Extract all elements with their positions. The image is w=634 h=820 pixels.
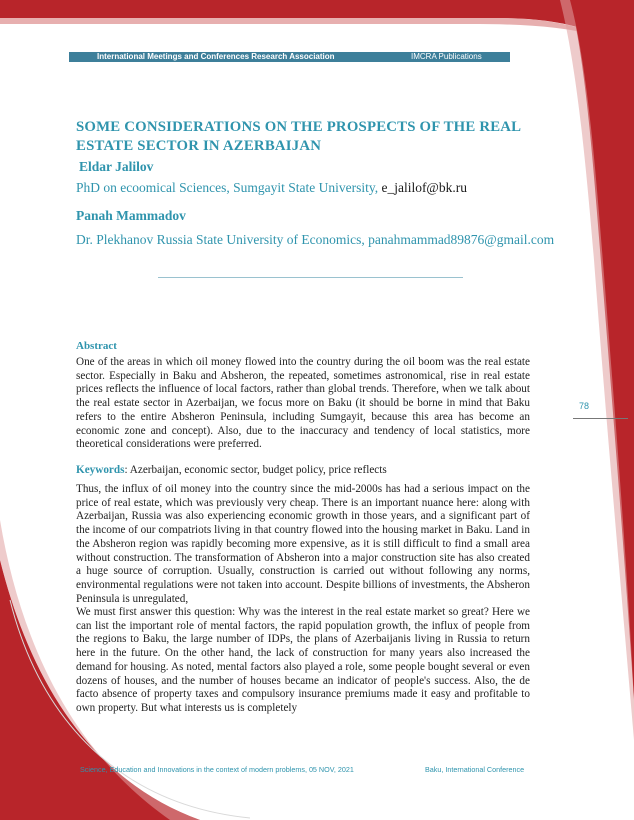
author-name-2: Panah Mammadov [76, 208, 186, 223]
header-association-name: International Meetings and Conferences Research Association [97, 52, 335, 61]
author-email-1[interactable]: e_jalilof@bk.ru [381, 180, 467, 195]
keywords-line [76, 464, 546, 476]
body-paragraph-2: We must first answer this question: Why was the interest in the real estate market so great? Here we can list the important role of mental factors, the rapid population growth, the influx of people from the regions to Baku, the large number of IDPs, the plans of Azerbaijanis living in Russia to return here in the future. On the other hand, the lack of construction for many years also increased the demand for housing. As noted, mental factors also played a role, some people bought several or even dozens of houses, and the number of houses became an indicator of people's success. Also, the de facto absence of property taxes and compulsory insurance premiums made it easy and profitable to own property. But what interests us is completely [76, 606, 530, 714]
page-number-rule [573, 418, 628, 419]
author-name-1: Eldar Jalilov [79, 159, 154, 174]
keywords-text: : Azerbaijan, economic sector, budget policy, price reflects [124, 464, 387, 476]
footer-conference: Science, Education and Innovations in the context of modern problems, 05 NOV, 2021 [80, 765, 354, 774]
abstract-heading: Abstract [76, 340, 117, 352]
author-affiliation-2: Dr. Plekhanov Russia State University of Economics, panahmammad89876@gmail.com [76, 232, 555, 247]
keywords-label: Keywords [76, 464, 125, 476]
footer-location: Baku, International Conference [425, 765, 525, 774]
abstract-text: One of the areas in which oil money flowed into the country during the oil boom was the real estate sector. Especially in Baku and Absheron, the repeated, sometimes astronomical, rise in real estate prices reflects the influence of local factors, rather than global trends. Therefore, when we talk about the real estate sector in Azerbaijan, we focus more on Baku (it should be borne in mind that Baku refers to the entire Absheron Peninsula, including Sumgayit, because this area has become an economic zone and concept). Also, due to the inaccuracy and tendency of local statistics, more theoretical considerations were preferred. [76, 356, 530, 451]
paper-title: SOME CONSIDERATIONS ON THE PROSPECTS OF THE REAL ESTATE SECTOR IN AZERBAIJAN [76, 119, 521, 154]
journal-header-bar [69, 52, 510, 62]
author-affiliation-1 [76, 180, 467, 196]
body-paragraph-1: Thus, the influx of oil money into the country since the mid-2000s has had a serious impact on the price of real estate, which was previously very cheap. There is an important nuance here: along with Azerbaijan, Russia was also experiencing economic growth in those years, and a significant part of the income of our compatriots living in that country flowed into the housing market in Baku. Land in the Absheron region was rapidly becoming more expensive, as it is still difficult to find a small area without construction. The transformation of Absheron into a major construction site has also created a huge source of corruption. Usually, construction is carried out without following any norms, environmental regulations were not taken into account. Despite billions of investments, the Absheron Peninsula is unregulated, [76, 483, 530, 605]
page-number: 78 [579, 401, 590, 411]
header-publisher: IMCRA Publications [411, 52, 482, 61]
title-divider [158, 277, 463, 278]
affiliation-text-1: PhD on ecoomical Sciences, Sumgayit State University, [76, 180, 382, 195]
